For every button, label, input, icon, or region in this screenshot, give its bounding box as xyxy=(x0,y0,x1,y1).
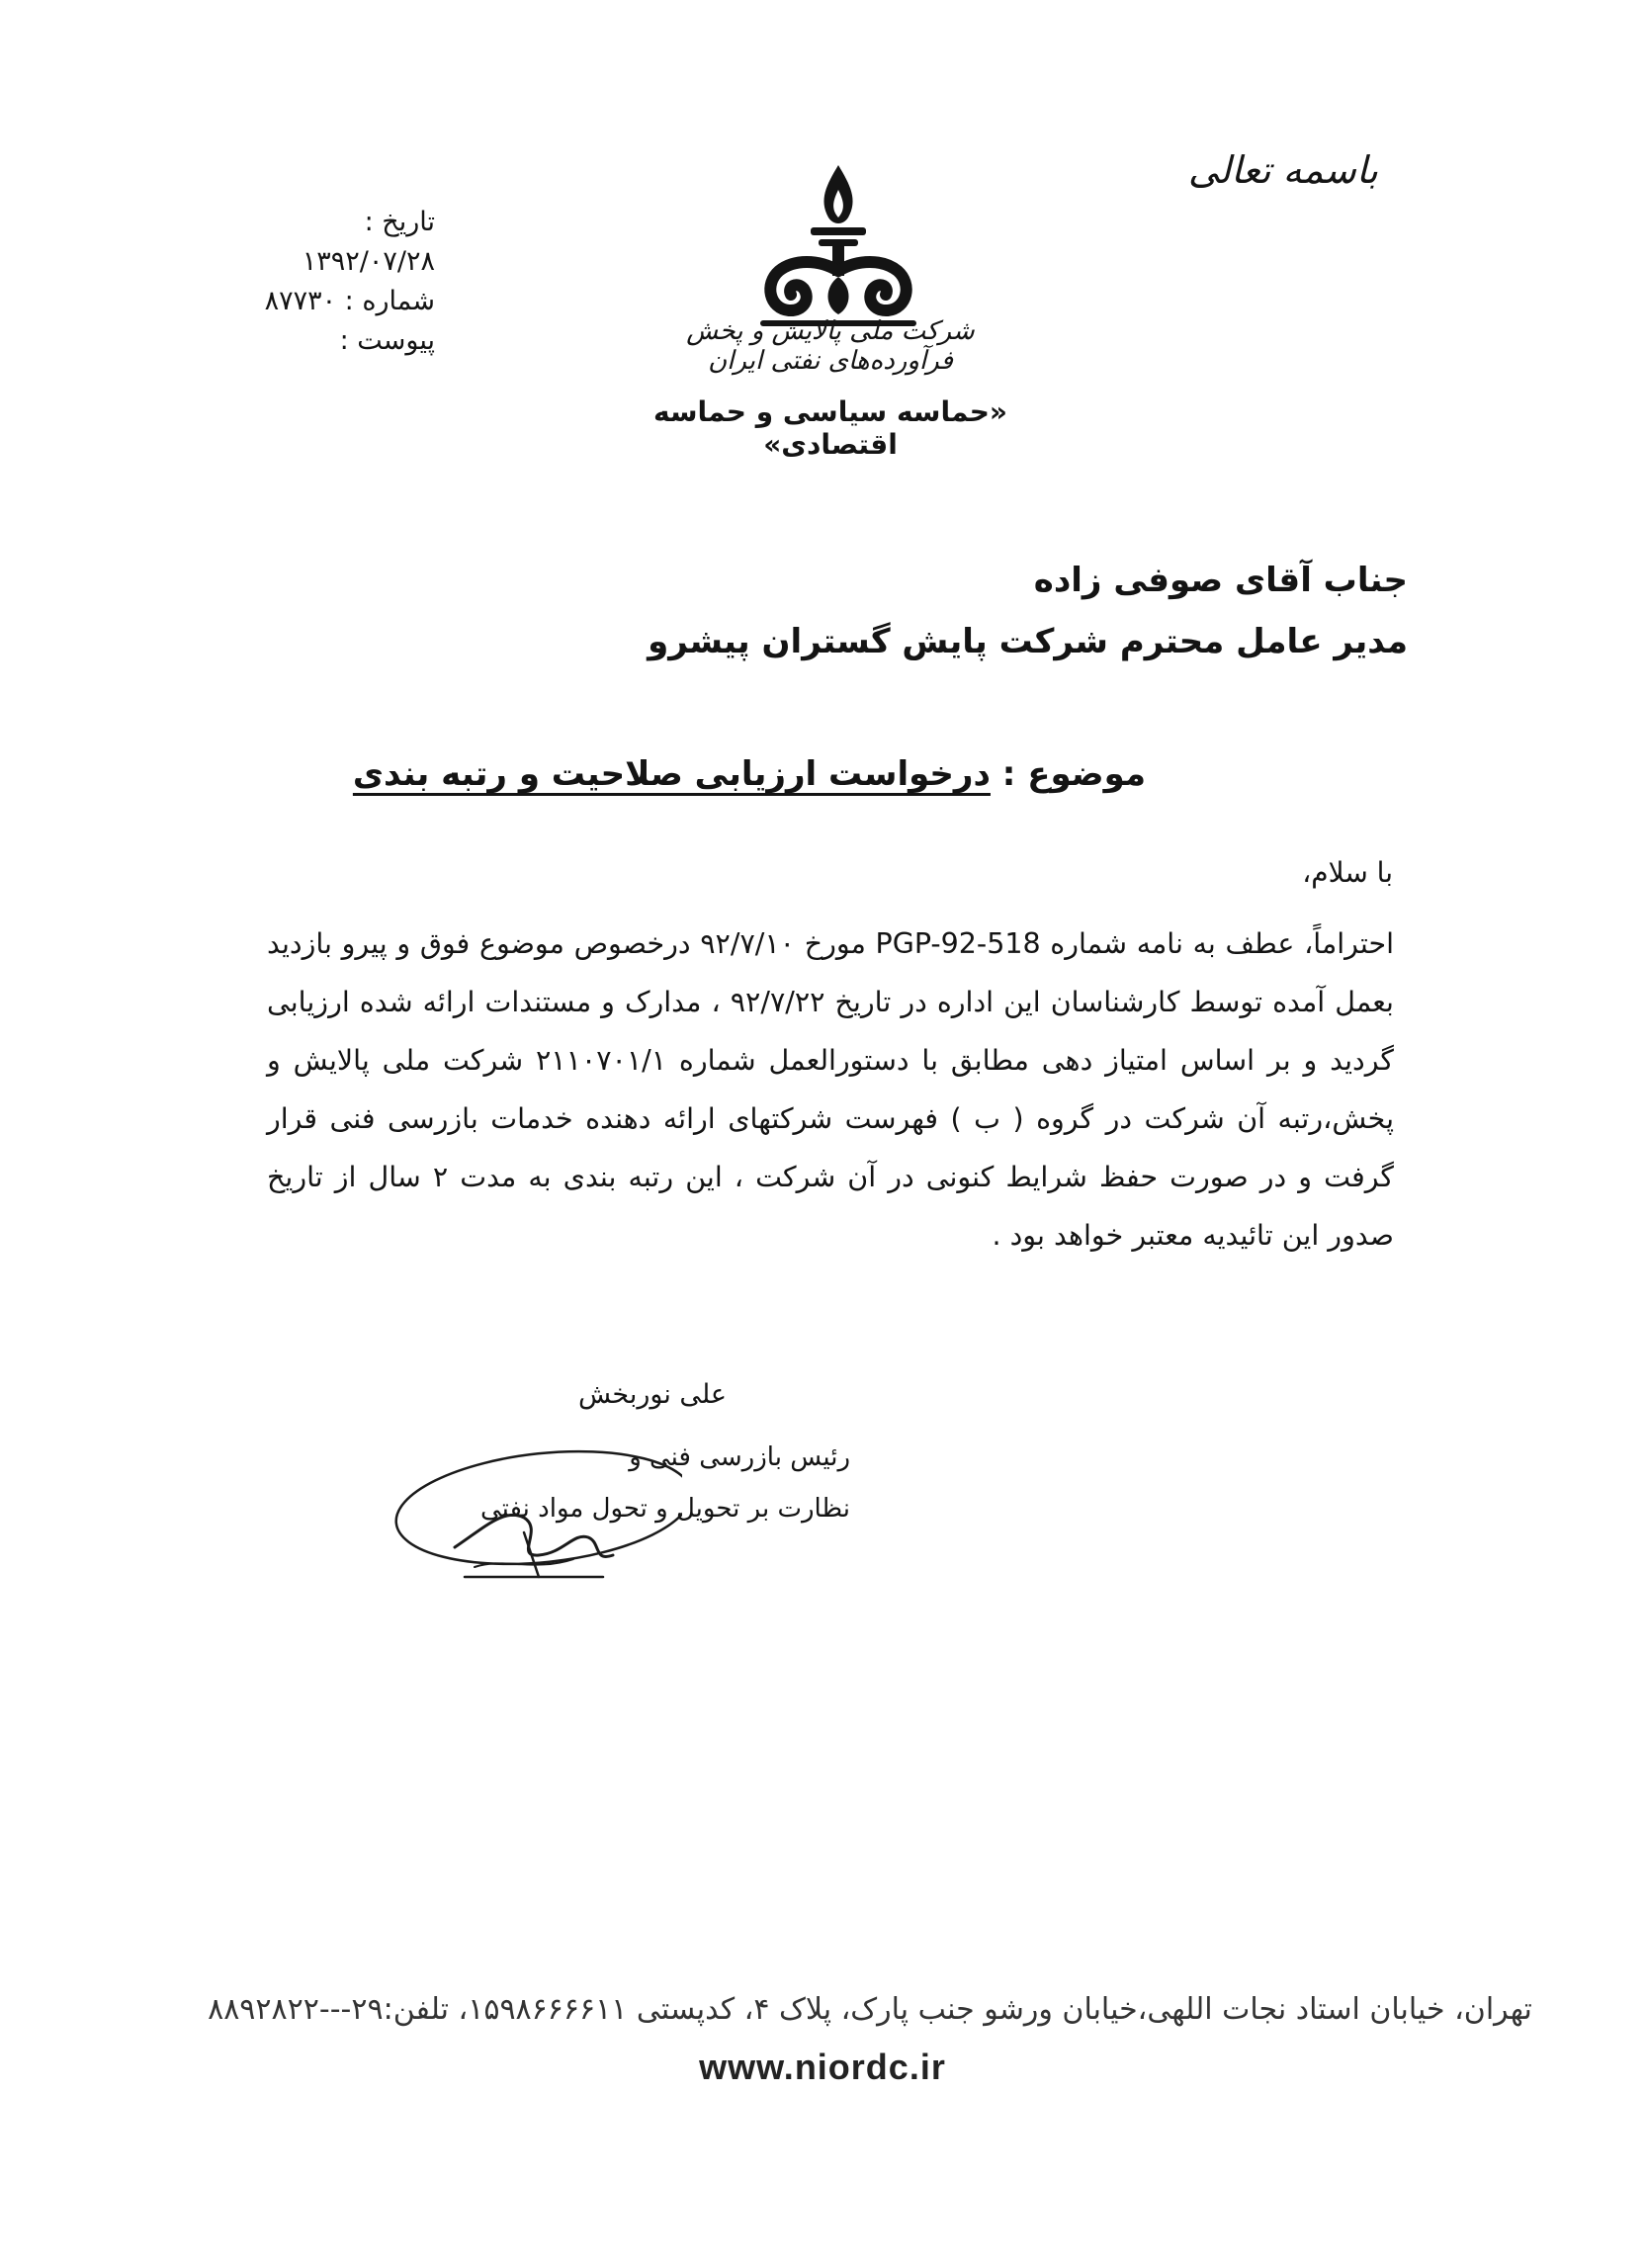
bismillah-heading: باسمه تعالی xyxy=(1187,148,1378,192)
date-row xyxy=(198,203,435,242)
signer-name: علی نوربخش xyxy=(577,1379,727,1410)
footer-address: تهران، خیابان استاد نجات اللهی،خیابان ورشو جنب پارک، پلاک ۴، کدپستی ۱۵۹۸۶۶۶۶۱۱، تلفن:۲۹---۸۸۹۲۸۲۲ xyxy=(208,1992,1532,2027)
date-value: ۱۳۹۲/۰۷/۲۸ xyxy=(302,246,435,277)
addressee-name: جناب آقای صوفی زاده xyxy=(1033,561,1408,600)
date-label: تاریخ : xyxy=(364,207,435,237)
company-name: شرکت ملی پالایش و پخش فرآورده‌های نفتی ایران xyxy=(686,316,975,376)
subject-label: موضوع : xyxy=(1001,754,1146,794)
handwritten-signature-icon xyxy=(376,1439,682,1597)
body-paragraph: احتراماً، عطف به نامه شماره PGP-92-518 مورخ ۹۲/۷/۱۰ درخصوص موضوع فوق و پیرو بازدید بعمل آمده توسط کارشناسان این اداره در تاریخ ۹۲/۷/۲۲ ، مدارک و مستندات ارائه شده ارزیابی گردید و بر اساس امتیاز دهی مطابق با دستورالعمل شماره ۲۱۱۰۷۰۱/۱ شرکت ملی پالایش و پخش،رتبه آن شرکت در گروه ( ب ) فهرست شرکتهای ارائه دهنده خدمات بازرسی فنی قرار گرفت و در صورت حفظ شرایط کنونی در آن شرکت ، این رتبه بندی به مدت ۲ سال از تاریخ صدور این تائیدیه معتبر خواهد بود . xyxy=(267,927,1394,1252)
date-value-row xyxy=(198,242,435,282)
signer-title-line1: رئیس بازرسی فنی و xyxy=(629,1442,850,1472)
signer-title-line2: نظارت بر تحویل و تحول مواد نفتی xyxy=(479,1494,850,1524)
letter-meta xyxy=(198,203,435,361)
niordc-flame-logo-icon xyxy=(739,160,937,338)
greeting: با سلام، xyxy=(1302,856,1393,889)
subject-line xyxy=(353,754,1146,794)
slogan: «حماسه سیاسی و حماسه اقتصادی» xyxy=(652,395,1008,461)
attachment-row xyxy=(198,321,435,361)
subject-value: درخواست ارزیابی صلاحیت و رتبه بندی xyxy=(352,754,991,794)
footer-website: www.niordc.ir xyxy=(699,2047,946,2087)
number-value: ۸۷۷۳۰ xyxy=(264,286,337,316)
addressee-block xyxy=(648,550,1408,672)
number-label: شماره : xyxy=(344,286,435,316)
number-row xyxy=(198,282,435,321)
addressee-position: مدیر عامل محترم شرکت پایش گستران پیشرو xyxy=(648,622,1408,661)
attachment-label: پیوست : xyxy=(339,325,435,356)
